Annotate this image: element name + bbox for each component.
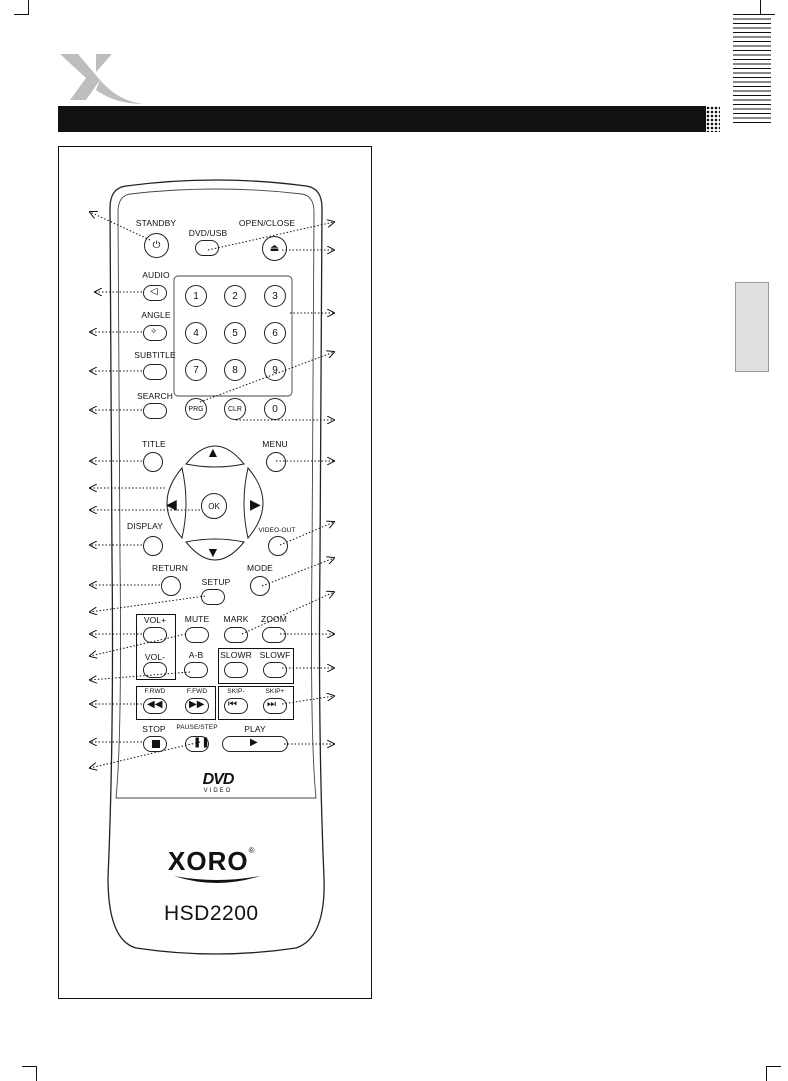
digit-4-button[interactable]: 4: [185, 322, 207, 344]
ffwd-label: F.FWD: [186, 688, 208, 695]
digit-8-button[interactable]: 8: [224, 359, 246, 381]
slowr-label: SLOWR: [220, 650, 252, 660]
angle-label: ANGLE: [141, 310, 171, 320]
dvd-usb-label: DVD/USB: [188, 228, 228, 238]
skip-forward-icon: ⏭: [267, 699, 276, 710]
vol-minus-label: VOL-: [144, 652, 166, 662]
title-label: TITLE: [142, 439, 166, 449]
digit-2-button[interactable]: 2: [224, 285, 246, 307]
skip-back-icon: ⏮: [228, 699, 237, 710]
display-label: DISPLAY: [127, 521, 163, 531]
mark-label: MARK: [223, 614, 249, 624]
arrow-right-icon[interactable]: ▶: [250, 496, 261, 512]
dvd-logo-sub: VIDEO: [203, 788, 233, 794]
play-icon: ▶: [250, 737, 258, 748]
digit-6-button[interactable]: 6: [264, 322, 286, 344]
audio-label: AUDIO: [142, 270, 170, 280]
pause-icon: ❚❚: [193, 737, 210, 748]
standby-label: STANDBY: [135, 218, 177, 228]
skip-plus-label: SKIP+: [265, 688, 285, 695]
camera-angle-icon: ✧: [150, 326, 158, 336]
rewind-icon: ◀◀: [147, 699, 163, 710]
mode-label: MODE: [247, 563, 273, 573]
clr-button[interactable]: CLR: [224, 398, 246, 420]
brand-name: XORO: [168, 846, 249, 876]
video-out-label: VIDEO-OUT: [258, 527, 296, 534]
pause-step-label: PAUSE/STEP: [176, 724, 218, 731]
setup-label: SETUP: [201, 577, 231, 587]
dvd-logo-text: DVD: [202, 771, 234, 788]
fast-forward-icon: ▶▶: [189, 699, 205, 710]
digit-3-button[interactable]: 3: [264, 285, 286, 307]
menu-label: MENU: [262, 439, 288, 449]
return-label: RETURN: [151, 563, 189, 573]
digit-5-button[interactable]: 5: [224, 322, 246, 344]
eject-icon: ⏏: [269, 242, 280, 254]
prg-button[interactable]: PRG: [185, 398, 207, 420]
speaker-icon: ◁: [150, 286, 158, 297]
digit-0-button[interactable]: 0: [264, 398, 286, 420]
digit-9-button[interactable]: 9: [264, 359, 286, 381]
slowf-label: SLOWF: [259, 650, 291, 660]
digit-1-button[interactable]: 1: [185, 285, 207, 307]
search-label: SEARCH: [136, 391, 174, 401]
subtitle-label: SUBTITLE: [134, 350, 176, 360]
vol-plus-label: VOL+: [143, 615, 167, 625]
a-b-label: A-B: [188, 650, 204, 660]
skip-minus-label: SKIP-: [227, 688, 245, 695]
model-number: HSD2200: [164, 902, 259, 925]
arrow-down-icon[interactable]: ▼: [206, 544, 220, 560]
frwd-label: F.RWD: [144, 688, 166, 695]
arrow-left-icon[interactable]: ◀: [166, 496, 177, 512]
power-icon: ⏻: [152, 239, 161, 251]
play-label: PLAY: [244, 724, 266, 734]
ok-label: OK: [208, 501, 220, 511]
arrow-up-icon[interactable]: ▲: [206, 444, 220, 460]
zoom-label: ZOOM: [261, 614, 287, 624]
open-close-label: OPEN/CLOSE: [238, 218, 296, 228]
mute-label: MUTE: [184, 614, 210, 624]
stop-label: STOP: [142, 724, 166, 734]
registered-mark: ®: [248, 846, 255, 855]
digit-7-button[interactable]: 7: [185, 359, 207, 381]
